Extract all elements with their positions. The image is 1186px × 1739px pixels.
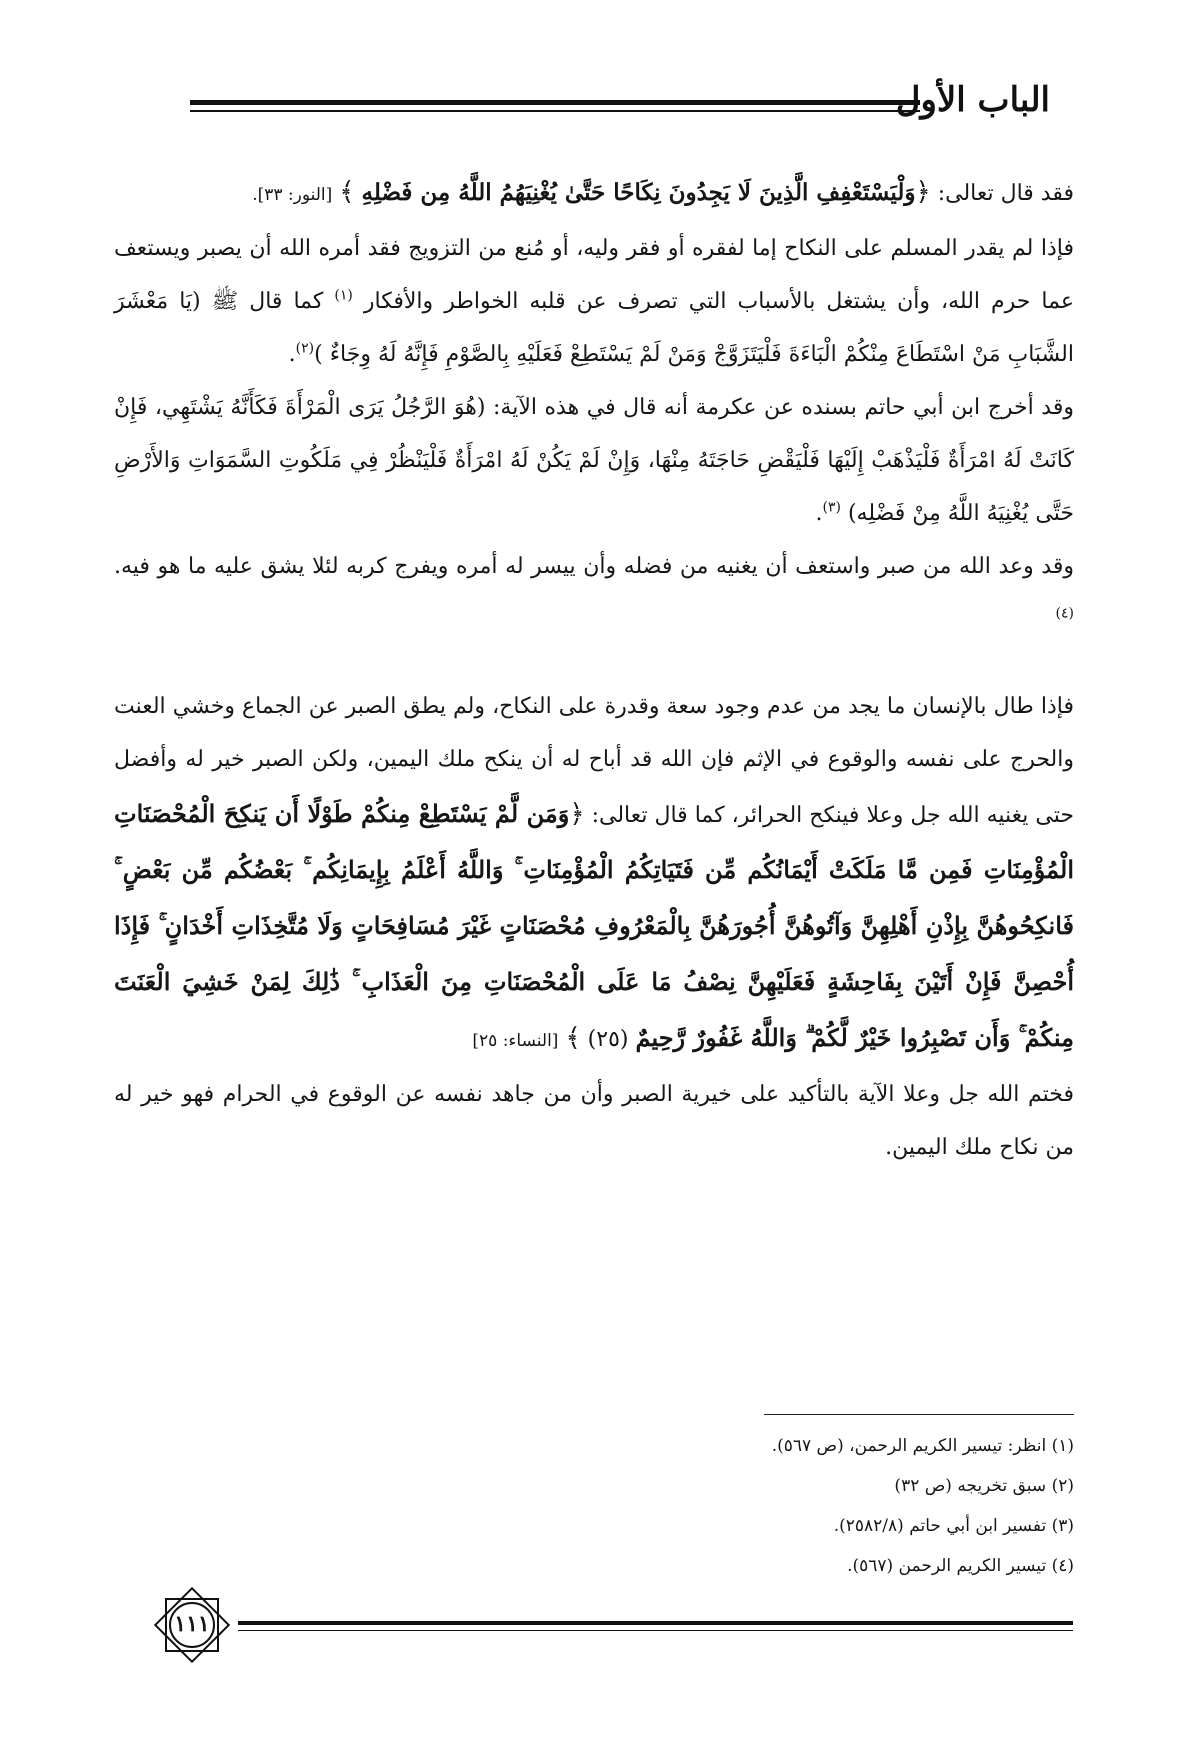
chapter-title: الباب الأول	[895, 80, 1050, 120]
period: .	[815, 501, 823, 526]
paragraph-text: فإذا لم يقدر المسلم على النكاح إما لفقره أو فقر وليه، أو مُنع من التزويج فقد أمره الله أن يصبر ويستعف عما حرم الله، وأن يشتغل بالأسباب التي تصرف عن قلبه الخواطر والأفكار	[114, 236, 1074, 314]
paragraph-gap	[114, 646, 1074, 680]
verse-open-bracket: ﴿	[915, 177, 931, 207]
footnotes	[374, 1426, 1074, 1586]
verse-close-bracket: ﴾	[565, 1023, 581, 1053]
paragraph-text: فختم الله جل وعلا الآية بالتأكيد على خيرية الصبر وأن من جاهد نفسه عن الوقوع في الحرام فهو خير له من نكاح ملك اليمين.	[114, 1082, 1074, 1160]
body-text	[114, 166, 1074, 1174]
period: .	[288, 342, 296, 367]
footer-rule	[238, 1621, 1073, 1625]
header-rule-thin	[190, 110, 920, 112]
verse-citation: [النساء: ٢٥]	[472, 1031, 559, 1051]
paragraph-text: وقد أخرج ابن أبي حاتم بسنده عن عكرمة أنه قال في هذه الآية: (هُوَ الرَّجُلُ يَرَى الْمَرْأَةَ فَكَأَنَّهُ يَشْتَهِي، فَإِنْ كَانَتْ لَهُ امْرَأَةٌ فَلْيَذْهَبْ إِلَيْهَا فَلْيَقْضِ حَاجَتَهُ مِنْهَا، وَإِنْ لَمْ يَكُنْ لَهُ امْرَأَةٌ فَلْيَنْظُرْ فِي مَلَكُوتِ السَّمَوَاتِ وَالأَرْضِ حَتَّى يُغْنِيَهُ اللَّهُ مِنْ فَضْلِه)	[114, 395, 1074, 526]
paragraph-hadith	[114, 222, 1074, 381]
footnote-2: (٢) سبق تخريجه (ص ٣٢)	[894, 1476, 1074, 1496]
paragraph-text: وقد وعد الله من صبر واستعف أن يغنيه من فضله وأن ييسر له أمره ويفرج كربه لئلا يشق عليه ما هو فيه.	[114, 554, 1074, 579]
quran-verse-nisa: وَمَن لَّمْ يَسْتَطِعْ مِنكُمْ طَوْلًا أَن يَنكِحَ الْمُحْصَنَاتِ الْمُؤْمِنَاتِ فَمِن مَّا مَلَكَتْ أَيْمَانُكُم مِّن فَتَيَاتِكُمُ الْمُؤْمِنَاتِ ۚ وَاللَّهُ أَعْلَمُ بِإِيمَانِكُم ۚ بَعْضُكُم مِّن بَعْضٍ ۚ فَانكِحُوهُنَّ بِإِذْنِ أَهْلِهِنَّ وَآتُوهُنَّ أُجُورَهُنَّ بِالْمَعْرُوفِ مُحْصَنَاتٍ غَيْرَ مُسَافِحَاتٍ وَلَا مُتَّخِذَاتِ أَخْدَانٍ ۚ فَإِذَا أُحْصِنَّ فَإِنْ أَتَيْنَ بِفَاحِشَةٍ فَعَلَيْهِنَّ نِصْفُ مَا عَلَى الْمُحْصَنَاتِ مِنَ الْعَذَابِ ۚ ذَٰلِكَ لِمَنْ خَشِيَ الْعَنَتَ مِنكُمْ ۚ وَأَن تَصْبِرُوا خَيْرٌ لَّكُمْ ۗ وَاللَّهُ غَفُورٌ رَّحِيمٌ	[114, 799, 1074, 1052]
paragraph-quran-quote	[114, 166, 1074, 222]
paragraph-conclusion	[114, 1068, 1074, 1174]
ayah-marker: (٢٥)	[587, 1027, 629, 1052]
footnote-separator	[764, 1414, 1074, 1415]
paragraph-text: فإذا طال بالإنسان ما يجد من عدم وجود سعة وقدرة على النكاح، ولم يطق الصبر عن الجماع وخشي العنت والحرج على نفسه والوقوع في الإثم فإن الله قد أباح له أن ينكح ملك اليمين، ولكن الصبر خير له وأفضل حتى يغنيه الله جل وعلا فينكح الحرائر، كما قال تعالى:	[114, 694, 1075, 828]
footnote-ref-3: (٣)	[822, 499, 841, 516]
footnote-4: (٤) تيسير الكريم الرحمن (٥٦٧).	[847, 1556, 1074, 1576]
page-number: ١١١	[174, 1611, 210, 1637]
paragraph-intro: فقد قال تعالى:	[930, 181, 1074, 206]
hadith-text: كما قال ﷺ (يَا مَعْشَرَ الشَّبَابِ مَنْ اسْتَطَاعَ مِنْكُمْ الْبَاءَةَ فَلْيَتَزَوَّجْ وَمَنْ لَمْ يَسْتَطِعْ فَعَلَيْهِ بِالصَّوْمِ فَإِنَّهُ لَهُ وِجَاءٌ )	[114, 289, 1074, 367]
footnote-1: (١) انظر: تيسير الكريم الرحمن، (ص ٥٦٧).	[771, 1436, 1074, 1456]
paragraph-promise	[114, 540, 1074, 646]
footnote-ref-2: (٢)	[295, 340, 315, 357]
verse-open-bracket: ﴿	[569, 799, 585, 829]
paragraph-ikrimah	[114, 381, 1074, 540]
verse-close-bracket: ﴾	[339, 177, 355, 207]
paragraph-ruling	[114, 680, 1074, 1068]
footnote-3: (٣) تفسير ابن أبي حاتم (٢٥٨٢/٨).	[833, 1516, 1074, 1536]
header-rule	[190, 100, 920, 105]
page-header	[190, 78, 1050, 128]
quran-verse: وَلْيَسْتَعْفِفِ الَّذِينَ لَا يَجِدُونَ نِكَاحًا حَتَّىٰ يُغْنِيَهُمُ اللَّهُ مِن فَضْلِهِ	[361, 179, 916, 206]
footnote-ref-4: (٤)	[1055, 605, 1074, 622]
page-number-badge	[152, 1585, 232, 1665]
footnote-ref-1: (١)	[334, 287, 353, 304]
ayah-number: ٢٥	[596, 1027, 620, 1052]
verse-citation: [النور: ٣٣].	[252, 185, 333, 205]
footer-rule-thin	[238, 1630, 1073, 1631]
